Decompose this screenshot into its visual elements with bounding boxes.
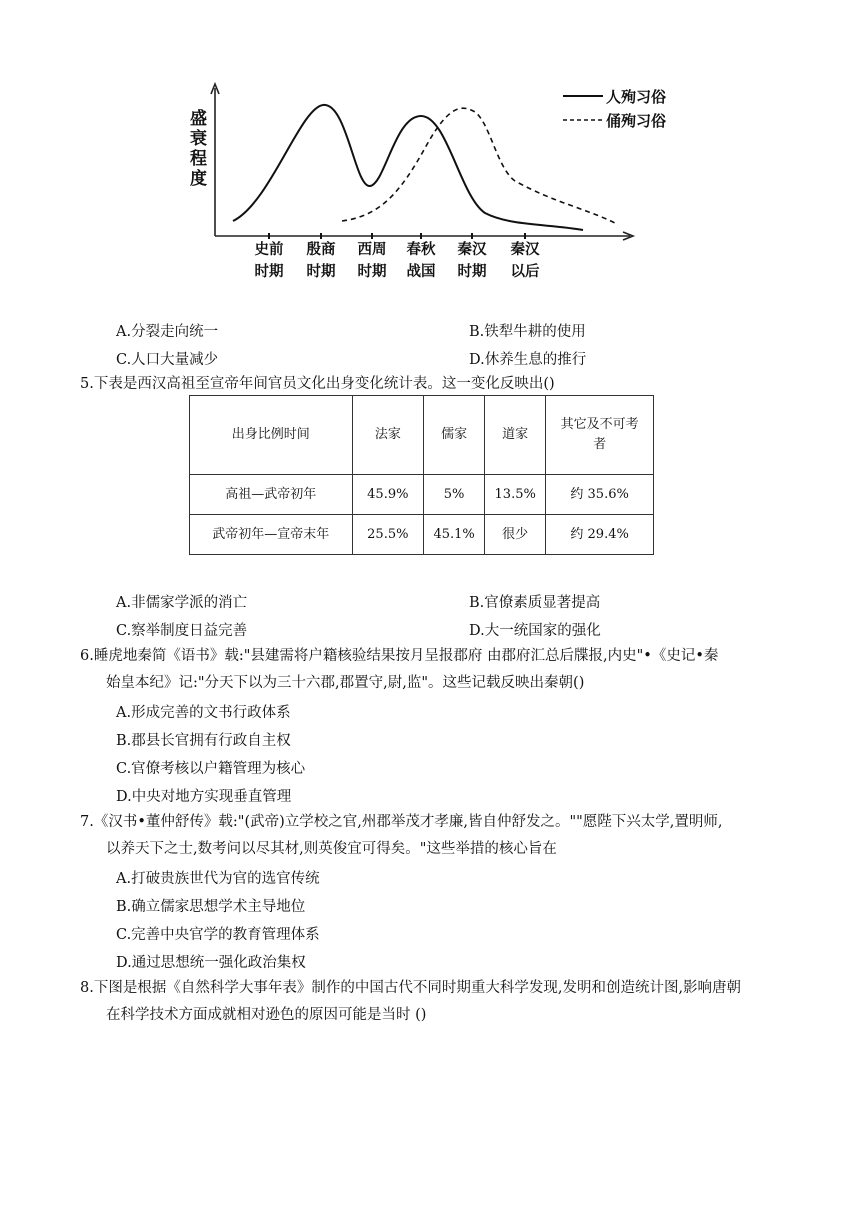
q5-stats-table [189,395,654,555]
x-tick-label: 春秋 [406,242,436,258]
q6-option-d[interactable]: D.中央对地方实现垂直管理 [116,789,292,805]
q5-option-b[interactable]: B.官僚素质显著提高 [469,595,601,611]
q7-option-b[interactable]: B.确立儒家思想学术主导地位 [116,899,306,915]
q7-stem-line-1: 7.《汉书•董仲舒传》载:"(武帝)立学校之官,州郡举茂才孝廉,皆自仲舒发之。""愿陛下兴太学,置明师, [80,814,723,830]
q6-option-b[interactable]: B.郡县长官拥有行政自主权 [116,733,291,749]
table-header-cell: 儒家 [424,396,485,475]
series-line-human-sacrifice [233,105,583,230]
y-axis-label [190,108,207,189]
x-tick-label: 时期 [457,264,487,280]
table-row [190,475,654,515]
table-header-cell: 出身比例时间 [190,396,353,475]
y-axis-label-char: 度 [190,169,207,189]
x-tick-label: 殷商 [306,242,336,258]
table-cell: 约 35.6% [546,475,654,515]
table-header-row [190,396,654,475]
q6-option-a[interactable]: A.形成完善的文书行政体系 [116,705,291,721]
table-cell: 5% [424,475,485,515]
q5-option-c[interactable]: C.察举制度日益完善 [116,623,248,639]
x-tick-label: 秦汉 [510,242,540,258]
q4-option-d[interactable]: D.休养生息的推行 [469,352,587,368]
x-tick-label: 史前 [254,242,284,258]
table-cell: 很少 [485,515,546,555]
table-cell: 45.9% [352,475,423,515]
table-cell: 武帝初年—宣帝末年 [190,515,353,555]
legend-label-figurine-burial: 俑殉习俗 [606,112,667,130]
x-tick-label: 秦汉 [457,242,487,258]
q4-option-a[interactable]: A.分裂走向统一 [116,324,219,340]
table-cell: 高祖—武帝初年 [190,475,353,515]
x-axis-labels [255,240,540,280]
x-tick-label: 以后 [510,264,540,280]
q7-option-c[interactable]: C.完善中央官学的教育管理体系 [116,927,320,943]
q7-option-d[interactable]: D.通过思想统一强化政治集权 [116,955,306,971]
header-line: 其它及不可考 [560,417,639,432]
q6-option-c[interactable]: C.官僚考核以户籍管理为核心 [116,761,306,777]
q6-stem-line-2: 始皇本纪》记:"分天下以为三十六郡,郡置守,尉,监"。这些记载反映出秦朝() [106,675,585,691]
table-header-cell-last [546,396,654,475]
x-tick-label: 时期 [254,264,284,280]
x-tick-label: 时期 [306,264,336,280]
y-axis-label-char: 程 [190,149,207,169]
q7-option-a[interactable]: A.打破贵族世代为官的选官传统 [116,871,320,887]
y-axis-label-char: 衰 [190,129,207,149]
table-cell: 45.1% [424,515,485,555]
table-cell: 13.5% [485,475,546,515]
q6-stem-line-1: 6.睡虎地秦简《语书》载:"县建需将户籍核验结果按月呈报郡府 由郡府汇总后牒报,内史"•《史记•秦 [80,648,719,664]
y-axis-label-char: 盛 [190,109,207,129]
q4-option-b[interactable]: B.铁犁牛耕的使用 [469,324,586,340]
table-cell: 25.5% [352,515,423,555]
q4-option-c[interactable]: C.人口大量减少 [116,352,219,368]
q5-stem: 5.下表是西汉高祖至宣帝年间官员文化出身变化统计表。这一变化反映出() [80,376,555,392]
header-line: 者 [593,437,607,452]
q8-stem-line-1: 8.下图是根据《自然科学大事年表》制作的中国古代不同时期重大科学发现,发明和创造统计图,影响唐朝 [80,980,742,996]
x-tick-label: 时期 [357,264,387,280]
table-cell: 约 29.4% [546,515,654,555]
table-header-cell: 道家 [485,396,546,475]
table-header-cell: 法家 [352,396,423,475]
customs-chart [185,78,667,288]
q5-option-a[interactable]: A.非儒家学派的消亡 [116,595,248,611]
q7-stem-line-2: 以养天下之士,数考问以尽其材,则英俊宜可得矣。"这些举措的核心旨在 [106,841,557,857]
q8-stem-line-2: 在科学技术方面成就相对逊色的原因可能是当时 () [106,1007,427,1023]
x-tick-label: 西周 [357,242,387,258]
q5-option-d[interactable]: D.大一统国家的强化 [469,623,601,639]
legend-label-human-sacrifice: 人殉习俗 [606,88,667,106]
table-row [190,515,654,555]
x-tick-label: 战国 [406,264,436,280]
